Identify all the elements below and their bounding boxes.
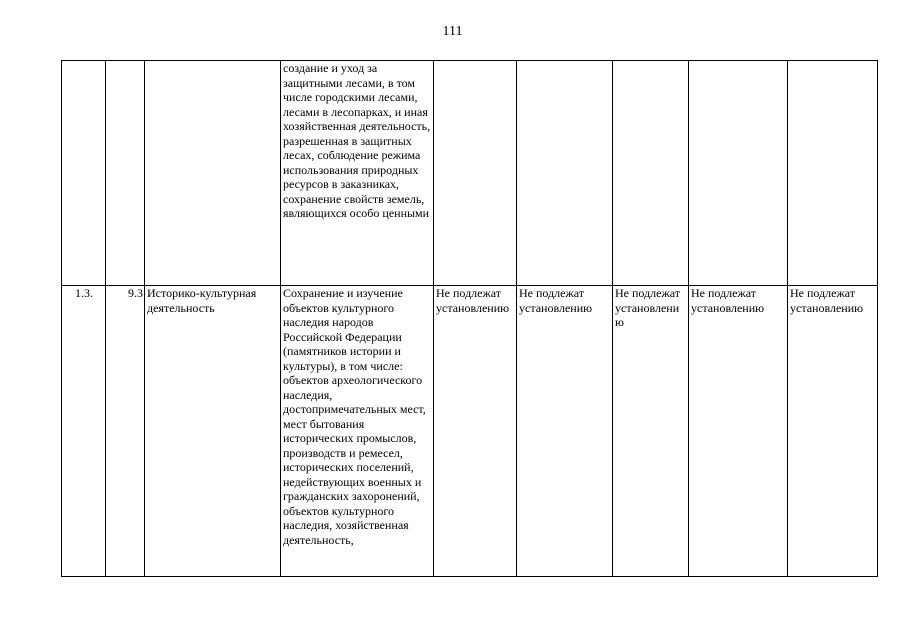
parameter-cell: Не подлежат установлению bbox=[788, 286, 878, 577]
parameter-cell: Не подлежат установлению bbox=[517, 286, 613, 577]
parameter-cell bbox=[613, 61, 689, 286]
name-cell bbox=[145, 61, 281, 286]
parameter-cell: Не подлежат установлению bbox=[613, 286, 689, 577]
parameter-cell: Не подлежат установлению bbox=[689, 286, 788, 577]
name-cell: Историко-культурная деятельность bbox=[145, 286, 281, 577]
code-cell: 9.3 bbox=[106, 286, 145, 577]
parameter-cell bbox=[434, 61, 517, 286]
description-cell: Сохранение и изучение объектов культурного наследия народов Российской Федерации (памятников истории и культуры), в том числе: объектов археологического наследия, достопримечательных мест, мест бытования исторических промыслов, производств и ремесел, исторических поселений, недействующих военных и гражданских захоронений, объектов культурного наследия, хозяйственная деятельность, bbox=[281, 286, 434, 577]
table-row bbox=[62, 286, 878, 577]
description-cell: создание и уход за защитными лесами, в том числе городскими лесами, лесами в лесопарках, и иная хозяйственная деятельность, разрешенная в защитных лесах, соблюдение режима использования природных ресурсов в заказниках, сохранение свойств земель, являющихся особо ценными bbox=[281, 61, 434, 286]
table-row bbox=[62, 61, 878, 286]
parameter-cell bbox=[788, 61, 878, 286]
parameter-cell bbox=[517, 61, 613, 286]
parameter-cell bbox=[689, 61, 788, 286]
row-number-cell: 1.3. bbox=[62, 286, 106, 577]
document-table bbox=[61, 60, 878, 577]
parameter-cell: Не подлежат установлению bbox=[434, 286, 517, 577]
code-cell bbox=[106, 61, 145, 286]
page-number: 111 bbox=[442, 24, 463, 39]
row-number-cell bbox=[62, 61, 106, 286]
